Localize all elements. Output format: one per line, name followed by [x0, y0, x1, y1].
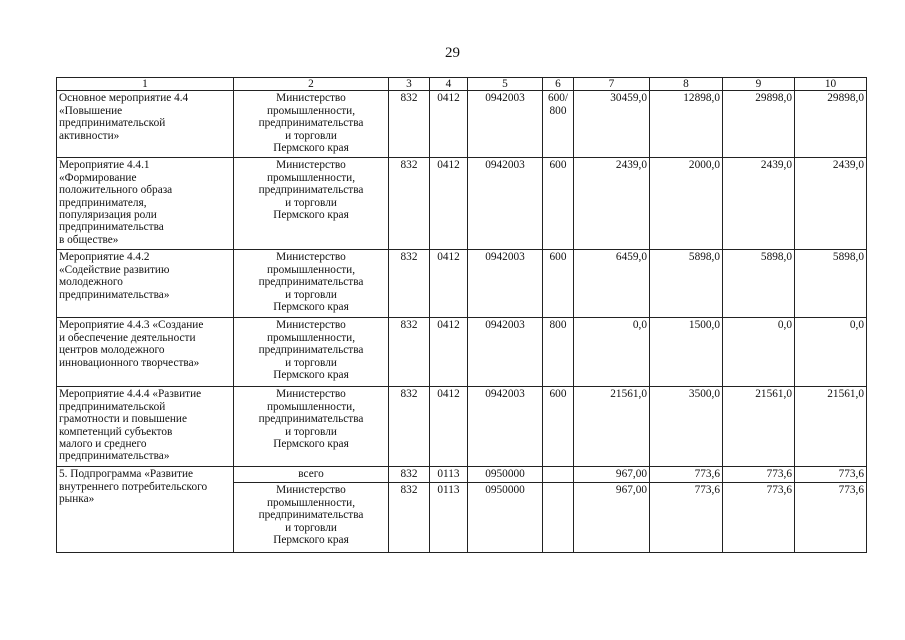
- target-article-cell: 0942003: [468, 387, 543, 467]
- code-cell: 832: [389, 91, 430, 158]
- section-cell: 0113: [430, 483, 468, 553]
- amount-cell-10: 773,6: [795, 467, 867, 483]
- table-row: [57, 318, 867, 387]
- header-cell-4: 4: [430, 78, 468, 91]
- amount-cell-8: 773,6: [650, 467, 723, 483]
- header-cell-5: 5: [468, 78, 543, 91]
- amount-cell-10: 21561,0: [795, 387, 867, 467]
- code-cell: 832: [389, 158, 430, 250]
- section-cell: 0412: [430, 158, 468, 250]
- expense-type-cell: [543, 467, 574, 483]
- section-cell: 0412: [430, 91, 468, 158]
- code-cell: 832: [389, 318, 430, 387]
- executor-cell: Министерство промышленности, предпринимательства и торговли Пермского края: [234, 318, 389, 387]
- target-article-cell: 0950000: [468, 483, 543, 553]
- amount-cell-9: 2439,0: [723, 158, 795, 250]
- amount-cell-8: 773,6: [650, 483, 723, 553]
- header-cell-3: 3: [389, 78, 430, 91]
- activity-name-cell: Мероприятие 4.4.4 «Развитие предпринимательской грамотности и повышение компетенций субъектов малого и среднего предпринимательства»: [57, 387, 234, 467]
- amount-cell-7: 2439,0: [574, 158, 650, 250]
- executor-cell: Министерство промышленности, предпринимательства и торговли Пермского края: [234, 250, 389, 318]
- activity-name-cell: Мероприятие 4.4.3 «Создание и обеспечение деятельности центров молодежного инновационного творчества»: [57, 318, 234, 387]
- amount-cell-8: 5898,0: [650, 250, 723, 318]
- header-cell-7: 7: [574, 78, 650, 91]
- executor-cell: Министерство промышленности, предпринимательства и торговли Пермского края: [234, 158, 389, 250]
- target-article-cell: 0950000: [468, 467, 543, 483]
- amount-cell-9: 0,0: [723, 318, 795, 387]
- amount-cell-10: 773,6: [795, 483, 867, 553]
- activity-name-cell: Мероприятие 4.4.1 «Формирование положительного образа предпринимателя, популяризация роли предпринимательства в обществе»: [57, 158, 234, 250]
- amount-cell-10: 2439,0: [795, 158, 867, 250]
- code-cell: 832: [389, 483, 430, 553]
- activity-name-cell: Основное мероприятие 4.4 «Повышение предпринимательской активности»: [57, 91, 234, 158]
- expense-type-cell: 600: [543, 250, 574, 318]
- executor-cell: Министерство промышленности, предпринимательства и торговли Пермского края: [234, 483, 389, 553]
- amount-cell-10: 29898,0: [795, 91, 867, 158]
- section-cell: 0412: [430, 387, 468, 467]
- executor-cell: всего: [234, 467, 389, 483]
- header-cell-10: 10: [795, 78, 867, 91]
- table-row: [57, 158, 867, 250]
- code-cell: 832: [389, 387, 430, 467]
- budget-table: [56, 77, 867, 553]
- target-article-cell: 0942003: [468, 318, 543, 387]
- header-cell-1: 1: [57, 78, 234, 91]
- executor-cell: Министерство промышленности, предпринимательства и торговли Пермского края: [234, 91, 389, 158]
- expense-type-cell: 600/ 800: [543, 91, 574, 158]
- amount-cell-8: 1500,0: [650, 318, 723, 387]
- expense-type-cell: [543, 483, 574, 553]
- amount-cell-7: 967,00: [574, 483, 650, 553]
- target-article-cell: 0942003: [468, 158, 543, 250]
- amount-cell-8: 12898,0: [650, 91, 723, 158]
- amount-cell-7: 6459,0: [574, 250, 650, 318]
- subprogram-name-cell: 5. Подпрограмма «Развитие внутреннего потребительского рынка»: [57, 467, 234, 553]
- table-row: [57, 387, 867, 467]
- amount-cell-7: 0,0: [574, 318, 650, 387]
- target-article-cell: 0942003: [468, 91, 543, 158]
- code-cell: 832: [389, 250, 430, 318]
- expense-type-cell: 600: [543, 158, 574, 250]
- amount-cell-9: 21561,0: [723, 387, 795, 467]
- header-cell-2: 2: [234, 78, 389, 91]
- table-row: [57, 91, 867, 158]
- amount-cell-7: 30459,0: [574, 91, 650, 158]
- executor-cell: Министерство промышленности, предпринимательства и торговли Пермского края: [234, 387, 389, 467]
- amount-cell-8: 2000,0: [650, 158, 723, 250]
- table-row: [57, 250, 867, 318]
- target-article-cell: 0942003: [468, 250, 543, 318]
- expense-type-cell: 800: [543, 318, 574, 387]
- amount-cell-9: 773,6: [723, 467, 795, 483]
- amount-cell-9: 5898,0: [723, 250, 795, 318]
- amount-cell-10: 0,0: [795, 318, 867, 387]
- section-cell: 0113: [430, 467, 468, 483]
- amount-cell-10: 5898,0: [795, 250, 867, 318]
- section-cell: 0412: [430, 318, 468, 387]
- code-cell: 832: [389, 467, 430, 483]
- subprogram-total-row: [57, 467, 867, 483]
- page-number: 29: [445, 45, 460, 61]
- amount-cell-7: 967,00: [574, 467, 650, 483]
- activity-name-cell: Мероприятие 4.4.2 «Содействие развитию молодежного предпринимательства»: [57, 250, 234, 318]
- amount-cell-9: 773,6: [723, 483, 795, 553]
- header-cell-8: 8: [650, 78, 723, 91]
- amount-cell-8: 3500,0: [650, 387, 723, 467]
- header-cell-9: 9: [723, 78, 795, 91]
- header-row: [57, 78, 867, 91]
- section-cell: 0412: [430, 250, 468, 318]
- expense-type-cell: 600: [543, 387, 574, 467]
- header-cell-6: 6: [543, 78, 574, 91]
- amount-cell-7: 21561,0: [574, 387, 650, 467]
- amount-cell-9: 29898,0: [723, 91, 795, 158]
